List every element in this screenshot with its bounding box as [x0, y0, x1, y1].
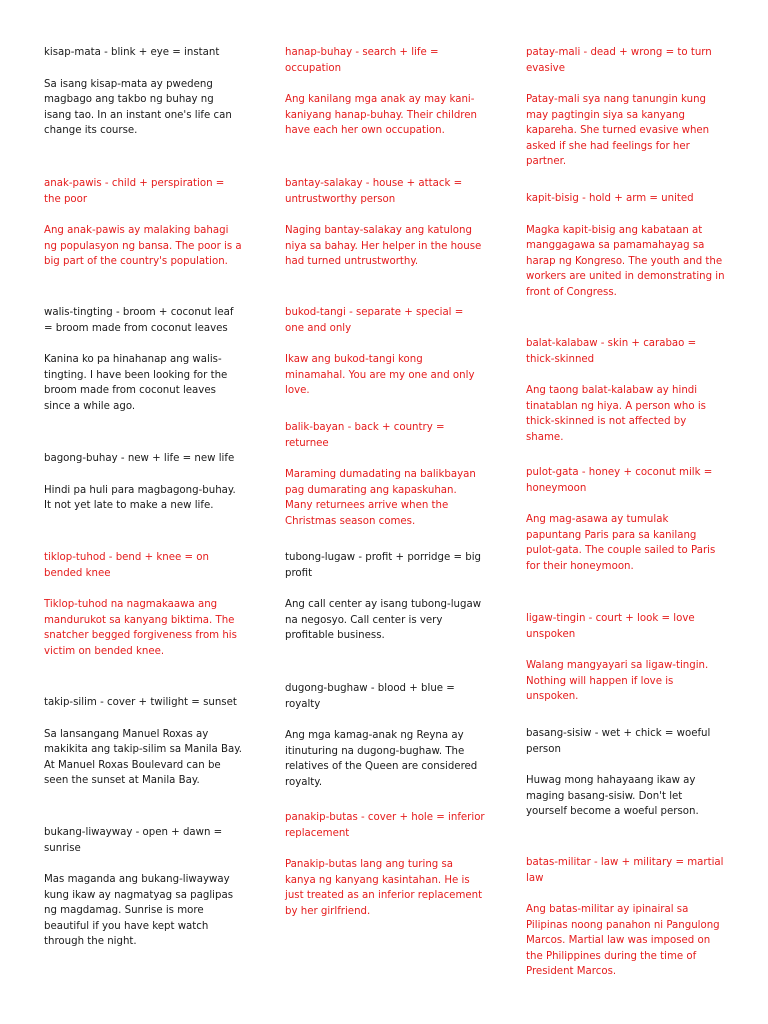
- entry-heading: balik-bayan - back + country = returnee: [285, 422, 445, 449]
- entry-bukod-tangi: [285, 305, 485, 399]
- entry-heading: tubong-lugaw - profit + porridge = big profit: [285, 552, 482, 579]
- entry-heading: panakip-butas - cover + hole = inferior replacement: [285, 812, 485, 839]
- entry-example: Ang mag-asawa ay tumulak papuntang Paris para sa kanilang pulot-gata. The couple sailed to Paris for their honeymoon.: [526, 514, 716, 572]
- entry-example: Magka kapit-bisig ang kabataan at manggagawa sa pamamahayag sa harap ng Kongreso. The youth and the workers are united in demonstrating in front of Congress.: [526, 224, 725, 298]
- entry-heading: kisap-mata - blink + eye = instant: [44, 47, 220, 58]
- entry-example: Huwag mong hahayaang ikaw ay maging basang-sisiw. Don't let yourself become a woeful person.: [526, 775, 699, 817]
- entry-example: Walang mangyayari sa ligaw-tingin. Nothing will happen if love is unspoken.: [526, 660, 709, 702]
- entry-heading: ligaw-tingin - court + look = love unspoken: [526, 613, 695, 640]
- entry-heading: bantay-salakay - house + attack = untrustworthy person: [285, 178, 463, 205]
- entry-hanap-buhay: [285, 45, 485, 139]
- entry-balat-kalabaw: [526, 336, 726, 445]
- entry-ligaw-tingin: [526, 611, 726, 705]
- entry-heading: bukod-tangi - separate + special = one and only: [285, 307, 464, 334]
- entry-bagong-buhay: [44, 451, 244, 514]
- entry-heading: bukang-liwayway - open + dawn = sunrise: [44, 827, 223, 854]
- entry-bantay-salakay: [285, 176, 485, 270]
- entry-heading: patay-mali - dead + wrong = to turn evasive: [526, 47, 712, 74]
- entry-example: Kanina ko pa hinahanap ang walis-tingting. I have been looking for the broom made from coconut leaves since a while ago.: [44, 354, 228, 412]
- entry-walis-tingting: [44, 305, 244, 414]
- entry-kapit-bisig: [526, 191, 726, 300]
- entry-tiklop-tuhod: [44, 550, 244, 659]
- entry-heading: walis-tingting - broom + coconut leaf = broom made from coconut leaves: [44, 307, 234, 334]
- entry-kisap-mata: [44, 45, 244, 139]
- entry-dugong-bughaw: [285, 681, 485, 790]
- entry-heading: tiklop-tuhod - bend + knee = on bended knee: [44, 552, 209, 579]
- entry-panakip-butas: [285, 810, 485, 919]
- entry-heading: dugong-bughaw - blood + blue = royalty: [285, 683, 455, 710]
- entry-takip-silim: [44, 695, 244, 789]
- entry-balik-bayan: [285, 420, 485, 529]
- entry-example: Ikaw ang bukod-tangi kong minamahal. You are my one and only love.: [285, 354, 475, 396]
- entry-heading: bagong-buhay - new + life = new life: [44, 453, 235, 464]
- entry-heading: anak-pawis - child + perspiration = the poor: [44, 178, 225, 205]
- entry-example: Ang taong balat-kalabaw ay hindi tinatablan ng hiya. A person who is thick-skinned is not affected by shame.: [526, 385, 706, 443]
- entry-patay-mali: [526, 45, 726, 170]
- entry-example: Maraming dumadating na balikbayan pag dumarating ang kapaskuhan. Many returnees arrive when the Christmas season comes.: [285, 469, 476, 527]
- entry-heading: kapit-bisig - hold + arm = united: [526, 193, 694, 204]
- entry-example: Ang kanilang mga anak ay may kani-kaniyang hanap-buhay. Their children have each her own occupation.: [285, 94, 477, 136]
- entry-example: Ang anak-pawis ay malaking bahagi ng populasyon ng bansa. The poor is a big part of the country's population.: [44, 225, 242, 267]
- entry-heading: batas-militar - law + military = martial law: [526, 857, 724, 884]
- entry-example: Ang mga kamag-anak ng Reyna ay itinuturing na dugong-bughaw. The relatives of the Queen are considered royalty.: [285, 730, 478, 788]
- entry-example: Naging bantay-salakay ang katulong niya sa bahay. Her helper in the house had turned untrustworthy.: [285, 225, 482, 267]
- entry-example: Sa lansangang Manuel Roxas ay makikita ang takip-silim sa Manila Bay. At Manuel Roxas Boulevard can be seen the sunset at Manila Bay.: [44, 728, 243, 786]
- entry-heading: pulot-gata - honey + coconut milk = honeymoon: [526, 467, 713, 494]
- entry-example: Patay-mali sya nang tanungin kung may pagtingin siya sa kanyang kapareha. She turned evasive when asked if she had feelings for her partner.: [526, 94, 710, 167]
- entry-example: Hindi pa huli para magbagong-buhay. It not yet late to make a new life.: [44, 484, 236, 511]
- entry-anak-pawis: [44, 176, 244, 270]
- entry-heading: takip-silim - cover + twilight = sunset: [44, 697, 237, 708]
- entry-example: Panakip-butas lang ang turing sa kanya ng kanyang kasintahan. He is just treated as an inferior replacement by her girlfriend.: [285, 859, 483, 917]
- entry-example: Tiklop-tuhod na nagmakaawa ang mandurukot sa kanyang biktima. The snatcher begged forgiveness from his victim on bended knee.: [44, 599, 237, 657]
- entry-example: Sa isang kisap-mata ay pwedeng magbago ang takbo ng buhay ng isang tao. In an instant one's life can change its course.: [44, 78, 232, 136]
- entry-pulot-gata: [526, 465, 726, 574]
- entry-batas-militar: [526, 855, 726, 980]
- entry-heading: hanap-buhay - search + life = occupation: [285, 47, 439, 74]
- entry-tubong-lugaw: [285, 550, 485, 644]
- entry-example: Mas maganda ang bukang-liwayway kung ikaw ay nagmatyag sa paglipas ng magdamag. Sunrise is more beautiful if you have kept watch through the night.: [44, 874, 234, 947]
- entry-example: Ang call center ay isang tubong-lugaw na negosyo. Call center is very profitable business.: [285, 599, 482, 641]
- entry-bukang-liwayway: [44, 825, 244, 950]
- entry-heading: basang-sisiw - wet + chick = woeful person: [526, 728, 711, 755]
- entry-basang-sisiw: [526, 726, 726, 820]
- entry-heading: balat-kalabaw - skin + carabao = thick-skinned: [526, 338, 697, 365]
- entry-example: Ang batas-militar ay ipinairal sa Pilipinas noong panahon ni Pangulong Marcos. Martial law was imposed on the Philippines during the time of President Marcos.: [526, 904, 720, 977]
